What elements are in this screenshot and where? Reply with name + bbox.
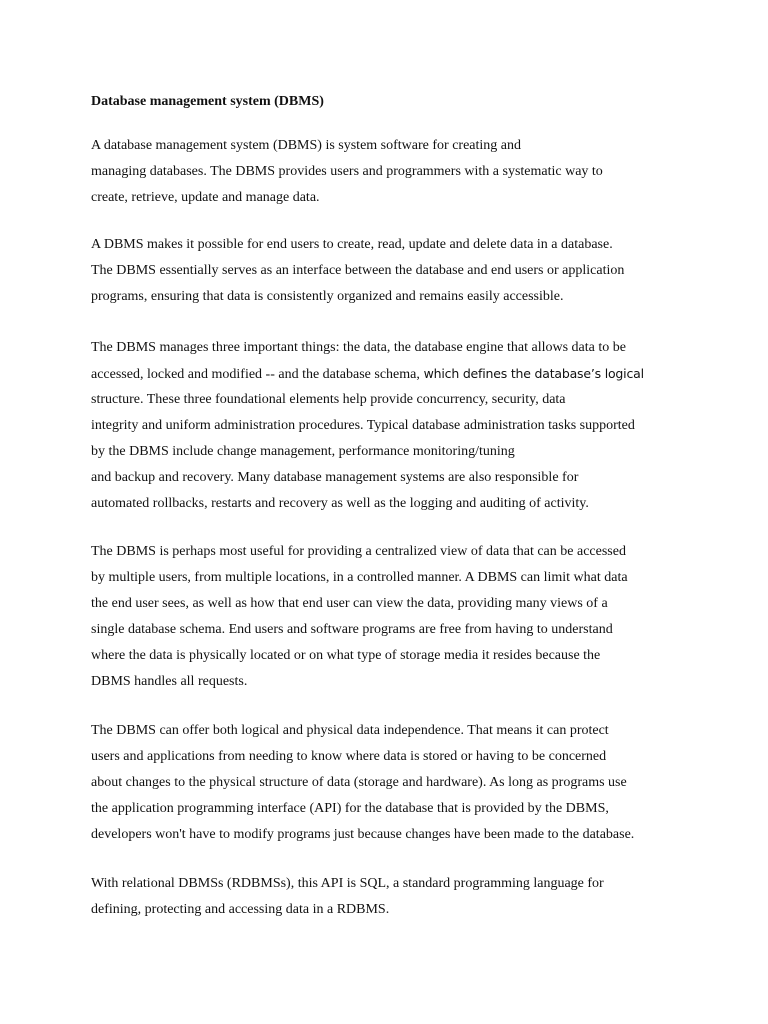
paragraph-line: structure. These three foundational elements help provide concurrency, security, data bbox=[91, 392, 566, 407]
paragraph-3 bbox=[91, 335, 644, 517]
paragraph-line: the end user sees, as well as how that end user can view the data, providing many views of a bbox=[91, 596, 608, 611]
paragraph-line: by multiple users, from multiple locations, in a controlled manner. A DBMS can limit what data bbox=[91, 570, 628, 585]
paragraph-line: With relational DBMSs (RDBMSs), this API is SQL, a standard programming language for bbox=[91, 876, 604, 891]
paragraph-line: defining, protecting and accessing data in a RDBMS. bbox=[91, 902, 390, 917]
paragraph-line: and backup and recovery. Many database management systems are also responsible for bbox=[91, 470, 579, 485]
paragraph-line: the application programming interface (API) for the database that is provided by the DBMS, bbox=[91, 801, 609, 816]
paragraph-5 bbox=[91, 718, 634, 848]
paragraph-2 bbox=[91, 232, 624, 310]
paragraph-line: The DBMS essentially serves as an interface between the database and end users or application bbox=[91, 263, 625, 278]
paragraph-line: DBMS handles all requests. bbox=[91, 674, 248, 689]
paragraph-line: users and applications from needing to know where data is stored or having to be concerned bbox=[91, 749, 607, 764]
document-title: Database management system (DBMS) bbox=[91, 94, 324, 109]
paragraph-line: where the data is physically located or on what type of storage media it resides because the bbox=[91, 648, 601, 663]
paragraph-line-mixed bbox=[91, 361, 644, 387]
line-sans-run: which defines the database’s logical bbox=[419, 366, 644, 381]
paragraph-4 bbox=[91, 539, 628, 695]
line-serif-run: accessed, locked and modified -- and the database schema, bbox=[91, 367, 420, 382]
paragraph-6 bbox=[91, 871, 604, 923]
paragraph-line: managing databases. The DBMS provides users and programmers with a systematic way to bbox=[91, 164, 603, 179]
paragraph-1 bbox=[91, 133, 603, 211]
paragraph-line: by the DBMS include change management, performance monitoring/tuning bbox=[91, 444, 515, 459]
paragraph-line: The DBMS can offer both logical and physical data independence. That means it can protect bbox=[91, 723, 609, 738]
paragraph-line: automated rollbacks, restarts and recovery as well as the logging and auditing of activity. bbox=[91, 496, 589, 511]
paragraph-line: create, retrieve, update and manage data. bbox=[91, 190, 320, 205]
paragraph-line: programs, ensuring that data is consistently organized and remains easily accessible. bbox=[91, 289, 564, 304]
paragraph-line: The DBMS manages three important things: the data, the database engine that allows data to be bbox=[91, 340, 626, 355]
paragraph-line: developers won't have to modify programs just because changes have been made to the database. bbox=[91, 827, 635, 842]
paragraph-line: single database schema. End users and software programs are free from having to understand bbox=[91, 622, 613, 637]
paragraph-line: integrity and uniform administration procedures. Typical database administration tasks supported bbox=[91, 418, 635, 433]
paragraph-line: The DBMS is perhaps most useful for providing a centralized view of data that can be accessed bbox=[91, 544, 626, 559]
paragraph-line: A DBMS makes it possible for end users to create, read, update and delete data in a database. bbox=[91, 237, 613, 252]
paragraph-line: about changes to the physical structure of data (storage and hardware). As long as programs use bbox=[91, 775, 627, 790]
paragraph-line: A database management system (DBMS) is system software for creating and bbox=[91, 138, 522, 153]
